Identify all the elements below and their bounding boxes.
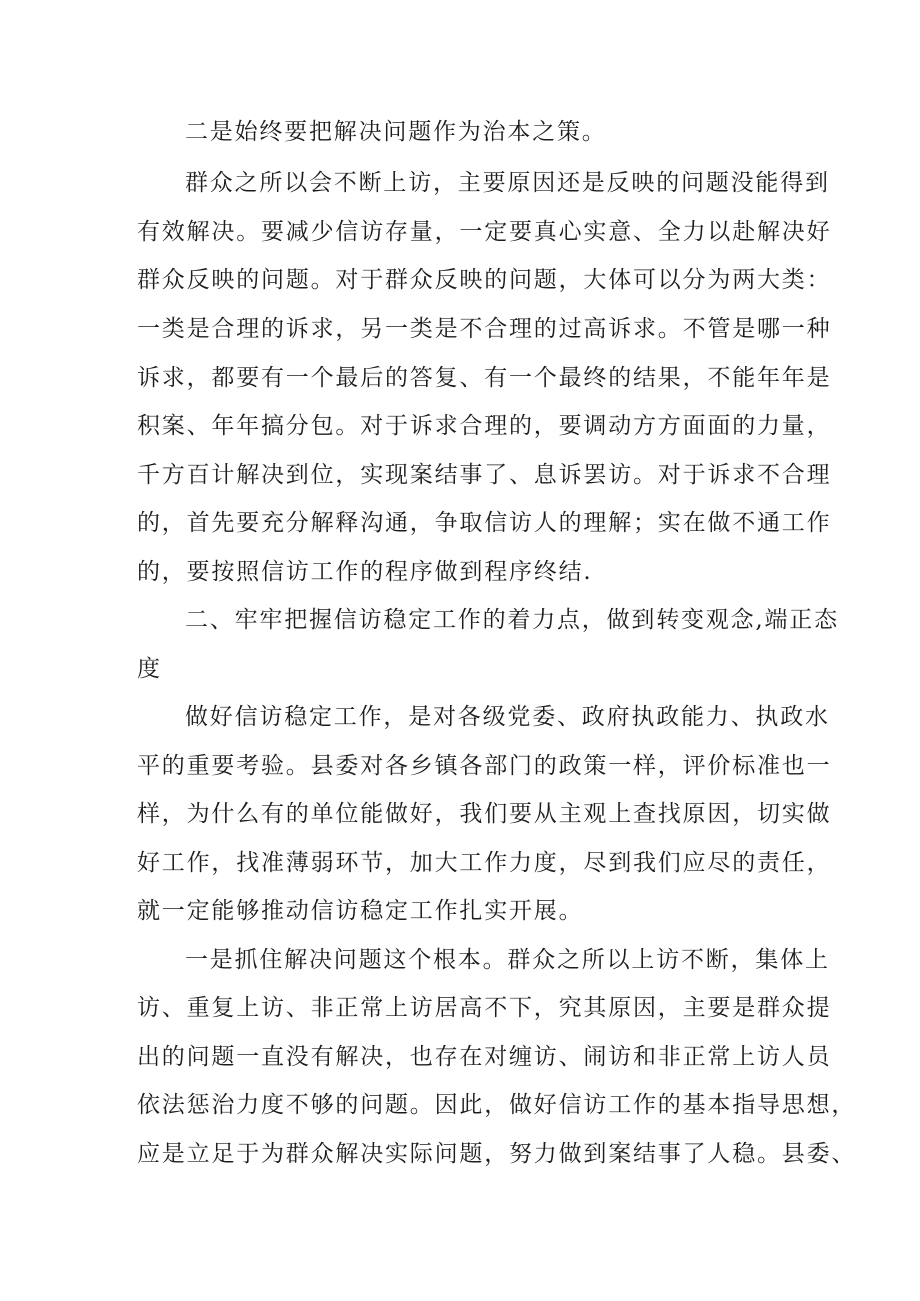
text-line: 样，为什么有的单位能做好，我们要从主观上查找原因，切实做: [137, 801, 832, 827]
text-line: 依法惩治力度不够的问题。因此，做好信访工作的基本指导思想，: [137, 1092, 857, 1118]
text-line: 应是立足于为群众解决实际问题，努力做到案结事了人稳。县委、: [137, 1141, 857, 1167]
text-line: 出的问题一直没有解决，也存在对缠访、闹访和非正常上访人员: [137, 1044, 832, 1070]
text-line: 做好信访稳定工作，是对各级党委、政府执政能力、执政水: [185, 704, 830, 730]
text-line: 的，要按照信访工作的程序做到程序终结.: [137, 559, 593, 585]
text-line: 好工作，找准薄弱环节，加大工作力度，尽到我们应尽的责任，: [137, 850, 832, 876]
text-line: 一类是合理的诉求，另一类是不合理的过高诉求。不管是哪一种: [137, 316, 832, 342]
text-line: 平的重要考验。县委对各乡镇各部门的政策一样，评价标准也一: [137, 753, 832, 779]
text-line: 群众反映的问题。对于群众反映的问题，大体可以分为两大类：: [137, 267, 832, 293]
text-line: 群众之所以会不断上访，主要原因还是反映的问题没能得到: [185, 170, 830, 196]
text-line: 积案、年年搞分包。对于诉求合理的，要调动方方面面的力量，: [137, 413, 832, 439]
text-line: 一是抓住解决问题这个根本。群众之所以上访不断，集体上: [185, 947, 830, 973]
text-line: 诉求，都要有一个最后的答复、有一个最终的结果，不能年年是: [137, 365, 832, 391]
section-heading: 二、牢牢把握信访稳定工作的着力点，做到转变观念,端正态: [185, 607, 839, 633]
text-line: 有效解决。要减少信访存量，一定要真心实意、全力以赴解决好: [137, 219, 832, 245]
text-line: 访、重复上访、非正常上访居高不下，究其原因，主要是群众提: [137, 995, 832, 1021]
text-line: 就一定能够推动信访稳定工作扎实开展。: [137, 898, 584, 924]
section-heading: 度: [137, 656, 162, 682]
text-line: 的，首先要充分解释沟通，争取信访人的理解；实在做不通工作: [137, 510, 832, 536]
text-line: 二是始终要把解决问题作为治本之策。: [185, 119, 607, 145]
text-line: 千方百计解决到位，实现案结事了、息诉罢访。对于诉求不合理: [137, 462, 832, 488]
